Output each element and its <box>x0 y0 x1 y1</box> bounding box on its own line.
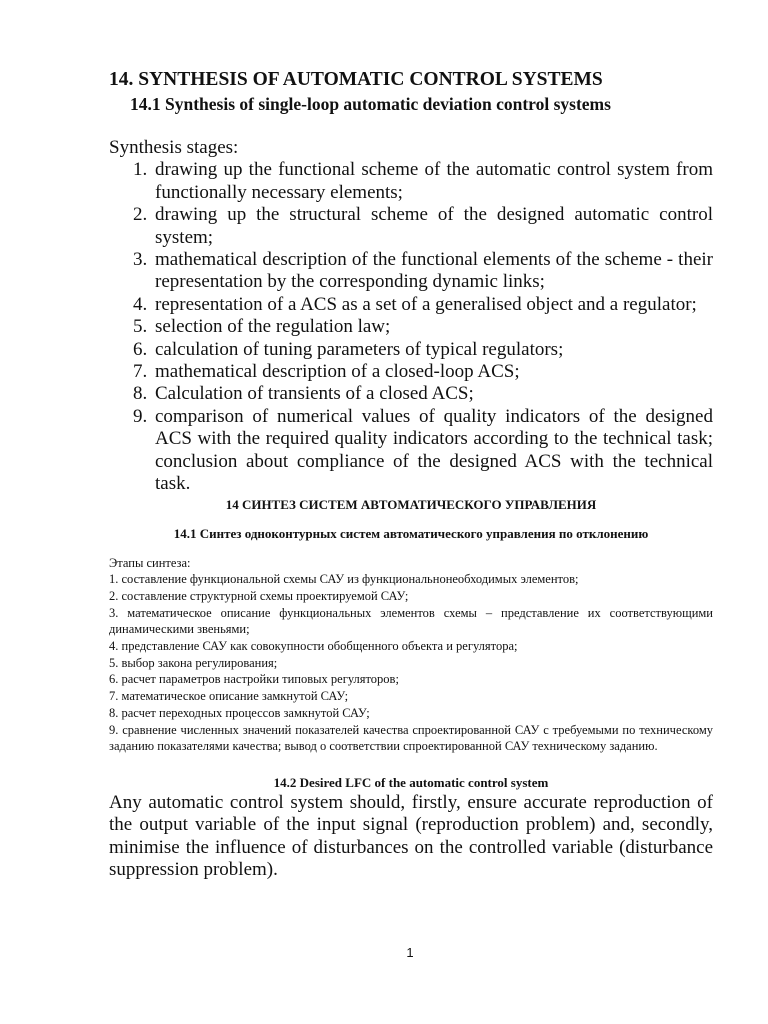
stage-item-ru: 7. математическое описание замкнутой САУ; <box>109 689 349 704</box>
stage-item-en: 7. mathematical description of a closed-loop ACS; <box>133 361 520 383</box>
stage-item-en: 9. comparison of numerical values of quality indicators of the designed ACS with the required quality indicators according to the technical task; conclusion about compliance of the designed ACS with the technical task. <box>133 405 713 495</box>
stage-item-ru: 6. расчет параметров настройки типовых регуляторов; <box>109 672 399 687</box>
stage-item-ru: 5. выбор закона регулирования; <box>109 655 278 670</box>
stage-item-en: 2. drawing up the structural scheme of the designed automatic control system; <box>133 204 713 248</box>
stage-item-ru: 8. расчет переходных процессов замкнутой САУ; <box>109 705 370 720</box>
stage-item-ru: 9. сравнение численных значений показателей качества спроектированной САУ с требуемыми по техническому заданию показателями качества; вывод о соответствии спроектированной САУ техническому заданию. <box>109 722 713 754</box>
stage-item-en: 3. mathematical description of the functional elements of the scheme - their representation by the corresponding dynamic links; <box>133 249 713 293</box>
stage-item-en: 5. selection of the regulation law; <box>133 316 391 338</box>
section-title-en: 14.1 Synthesis of single-loop automatic deviation control systems <box>130 94 611 114</box>
stage-item-en: 6. calculation of tuning parameters of typical regulators; <box>133 338 564 360</box>
chapter-title-en: 14. SYNTHESIS OF AUTOMATIC CONTROL SYSTEMS <box>109 69 603 90</box>
synthesis-stages-intro-en: Synthesis stages: <box>109 137 239 158</box>
stage-item-en: 1. drawing up the functional scheme of the automatic control system from functionally necessary elements; <box>133 159 713 203</box>
section-2-paragraph: Any automatic control system should, firstly, ensure accurate reproduction of the output variable of the input signal (reproduction problem) and, secondly, minimise the influence of disturbances on the controlled variable (disturbance suppression problem). <box>109 791 713 881</box>
stage-item-ru: 2. составление структурной схемы проектируемой САУ; <box>109 588 409 603</box>
stage-item-en: 8. Calculation of transients of a closed ACS; <box>133 383 474 405</box>
stage-item-ru: 4. представление САУ как совокупности обобщенного объекта и регулятора; <box>109 639 518 654</box>
stage-item-ru: 3. математическое описание функциональных элементов схемы – представление их соответствующими динамическими звеньями; <box>109 605 713 637</box>
synthesis-stages-intro-ru: Этапы синтеза: <box>109 555 191 570</box>
stage-item-en: 4. representation of a ACS as a set of a generalised object and a regulator; <box>133 293 697 315</box>
section-title-ru: 14.1 Синтез одноконтурных систем автоматического управления по отклонению <box>173 525 649 541</box>
chapter-title-ru: 14 СИНТЕЗ СИСТЕМ АВТОМАТИЧЕСКОГО УПРАВЛЕНИЯ <box>225 496 597 512</box>
russian-section <box>109 496 713 755</box>
page-number: 1 <box>406 945 414 960</box>
section-title-2: 14.2 Desired LFC of the automatic control system <box>273 774 549 790</box>
synthesis-stages-list-en <box>109 159 713 495</box>
synthesis-stages-list-ru <box>109 571 713 755</box>
document-page <box>109 68 713 882</box>
stage-item-ru: 1. составление функциональной схемы САУ из функциональнонеобходимых элементов; <box>109 572 579 587</box>
